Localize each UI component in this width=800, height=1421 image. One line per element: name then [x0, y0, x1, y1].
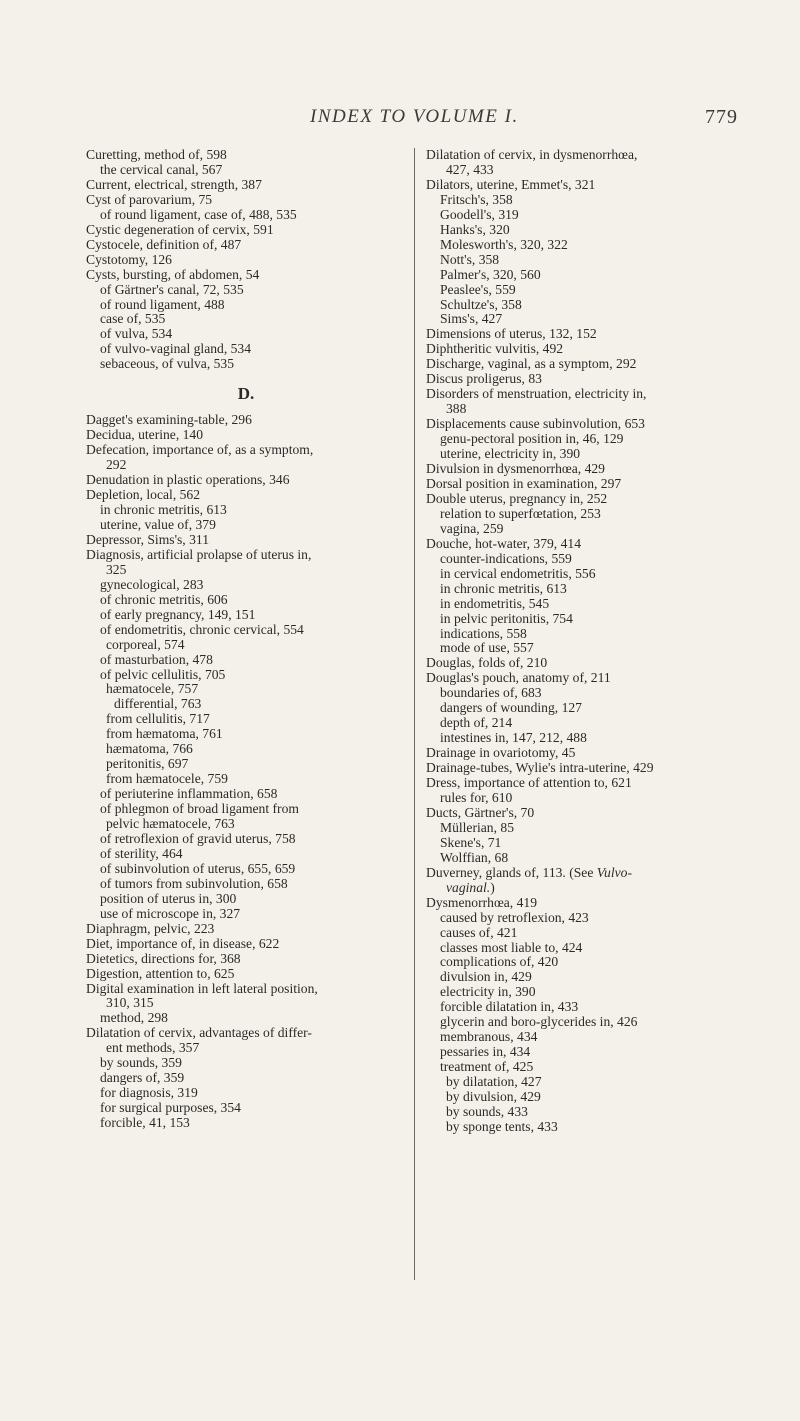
index-entry: [86, 757, 406, 772]
index-entry-text: case of, 535: [100, 311, 166, 327]
index-entry: [426, 522, 734, 537]
index-entry: [426, 567, 734, 582]
index-entry-text: hæmatoma, 766: [106, 741, 193, 757]
index-entry: [86, 163, 406, 178]
index-entry-text: of Gärtner's canal, 72, 535: [100, 281, 244, 297]
index-entry-text: Palmer's, 320, 560: [440, 266, 541, 282]
index-entry-text: Douche, hot-water, 379, 414: [426, 535, 581, 551]
index-entry-text: caused by retroflexion, 423: [440, 909, 589, 925]
index-entry-text: Digestion, attention to, 625: [86, 965, 235, 981]
index-entry-text: sebaceous, of vulva, 535: [100, 356, 235, 372]
index-entry: [86, 548, 406, 563]
cross-reference: vaginal.: [446, 879, 491, 895]
index-entry: [86, 862, 406, 877]
index-entry-text: in chronic metritis, 613: [100, 502, 227, 518]
index-entry: [426, 268, 734, 283]
index-entry-text: Divulsion in dysmenorrhœa, 429: [426, 461, 605, 477]
index-entry: [426, 163, 734, 178]
index-entry-text: membranous, 434: [440, 1029, 538, 1045]
index-entry-text: depth of, 214: [440, 715, 513, 731]
index-entry-text: counter-indications, 559: [440, 550, 572, 566]
index-entry-text: Disorders of menstruation, electricity in,: [426, 386, 647, 402]
index-entry-text: Dress, importance of attention to, 621: [426, 775, 632, 791]
index-entry: [426, 1090, 734, 1105]
index-entry: [86, 428, 406, 443]
index-entry-text: dangers of wounding, 127: [440, 700, 582, 716]
index-entry-text: of phlegmon of broad ligament from: [100, 801, 299, 817]
index-entry: [86, 298, 406, 313]
index-entry: [86, 892, 406, 907]
index-entry-text: by sponge tents, 433: [446, 1118, 558, 1134]
index-entry: [426, 671, 734, 686]
index-entry-text: 388: [446, 401, 467, 417]
index-entry: [86, 608, 406, 623]
index-entry: [426, 432, 734, 447]
index-entry: [426, 148, 734, 163]
index-entry-text: 325: [106, 561, 127, 577]
index-entry: [426, 911, 734, 926]
index-entry: [426, 776, 734, 791]
index-entry: [426, 417, 734, 432]
index-entry: [86, 1101, 406, 1116]
page-number: 779: [705, 106, 738, 128]
index-entry-text: pessaries in, 434: [440, 1044, 531, 1060]
index-entry: [86, 563, 406, 578]
index-entry-text: Displacements cause subinvolution, 653: [426, 416, 645, 432]
index-entry: [426, 447, 734, 462]
index-entry: [426, 193, 734, 208]
index-entry: [86, 727, 406, 742]
index-entry-text: 310, 315: [106, 995, 154, 1011]
index-entry-text: from hæmatoma, 761: [106, 726, 223, 742]
index-entry-text: method, 298: [100, 1010, 168, 1026]
index-entry: [86, 697, 406, 712]
index-entry: [86, 503, 406, 518]
index-entry: [426, 1075, 734, 1090]
index-entry: [426, 462, 734, 477]
index-entry: [426, 641, 734, 656]
section-letter-d: D.: [237, 384, 255, 404]
index-entry-text: complications of, 420: [440, 954, 559, 970]
index-entry: [86, 193, 406, 208]
index-entry: [426, 597, 734, 612]
index-entry: [426, 627, 734, 642]
index-entry-text: of periuterine inflammation, 658: [100, 786, 278, 802]
index-entry: [426, 686, 734, 701]
index-entry-text: Fritsch's, 358: [440, 191, 513, 207]
cross-reference-close: ): [490, 879, 495, 895]
index-entry: [426, 941, 734, 956]
index-entry-text: of sterility, 464: [100, 845, 183, 861]
index-entry: [86, 922, 406, 937]
index-entry: [426, 716, 734, 731]
index-entry: [426, 836, 734, 851]
index-entry: [426, 881, 734, 896]
index-entry: [426, 312, 734, 327]
index-entry: [426, 507, 734, 522]
index-entry: [426, 1000, 734, 1015]
index-entry-text: in pelvic peritonitis, 754: [440, 610, 573, 626]
index-entry: [426, 552, 734, 567]
index-entry: [86, 802, 406, 817]
index-entry: [426, 342, 734, 357]
index-entry-text: rules for, 610: [440, 789, 513, 805]
index-entry-text: for diagnosis, 319: [100, 1085, 198, 1101]
index-entry-text: Wolffian, 68: [440, 849, 509, 865]
index-entry: [426, 372, 734, 387]
index-entry: [86, 817, 406, 832]
index-entry: [426, 761, 734, 776]
index-entry: [86, 223, 406, 238]
index-entry-text: Depletion, local, 562: [86, 487, 201, 503]
index-entry-text: Hanks's, 320: [440, 221, 510, 237]
index-entry: [86, 413, 406, 428]
index-entry: [426, 223, 734, 238]
index-entry: [86, 148, 406, 163]
index-entry: [86, 772, 406, 787]
index-entry: [86, 742, 406, 757]
index-entry: [86, 473, 406, 488]
index-entry-text: for surgical purposes, 354: [100, 1100, 241, 1116]
index-entry-text: ent methods, 357: [106, 1040, 200, 1056]
index-entry: [426, 537, 734, 552]
page-header: [0, 106, 800, 130]
index-entry: [86, 712, 406, 727]
index-entry-text: Diet, importance of, in disease, 622: [86, 935, 280, 951]
index-entry: [86, 787, 406, 802]
index-entry-text: by divulsion, 429: [446, 1089, 541, 1105]
index-entry-text: Dysmenorrhœa, 419: [426, 894, 537, 910]
index-entry-text: Douglas's pouch, anatomy of, 211: [426, 670, 611, 686]
index-entry: [86, 488, 406, 503]
index-entry: [86, 327, 406, 342]
index-entry: [86, 1056, 406, 1071]
index-entry: [426, 851, 734, 866]
index-entry-text: 427, 433: [446, 161, 494, 177]
index-entry-text: 292: [106, 457, 127, 473]
index-entry: [86, 967, 406, 982]
index-entry-text: Ducts, Gärtner's, 70: [426, 804, 535, 820]
index-entry-text: position of uterus in, 300: [100, 890, 237, 906]
index-entry-text: of vulvo-vaginal gland, 534: [100, 341, 252, 357]
index-entry-text: Duverney, glands of, 113. (See: [426, 864, 597, 880]
index-entry: [86, 1041, 406, 1056]
index-entry: [426, 1015, 734, 1030]
index-entry-text: Dorsal position in examination, 297: [426, 475, 622, 491]
index-entry-text: by sounds, 433: [446, 1104, 528, 1119]
index-entry: [426, 1045, 734, 1060]
index-entry-text: Curetting, method of, 598: [86, 147, 227, 162]
index-entry: [86, 518, 406, 533]
index-entry-text: Peaslee's, 559: [440, 281, 516, 297]
index-entry: [426, 1120, 734, 1135]
index-entry-text: Drainage in ovariotomy, 45: [426, 745, 576, 761]
index-entry-text: intestines in, 147, 212, 488: [440, 730, 587, 746]
index-entry-text: Dagget's examining-table, 296: [86, 412, 252, 428]
index-entry-text: Current, electrical, strength, 387: [86, 176, 262, 192]
index-entry-text: Dilatation of cervix, advantages of differ-: [86, 1025, 312, 1041]
index-entry: [86, 578, 406, 593]
index-entry-text: of pelvic cellulitis, 705: [100, 666, 226, 682]
index-entry: [426, 238, 734, 253]
cross-reference: Vulvo-: [596, 864, 632, 880]
index-entry-text: Nott's, 358: [440, 251, 500, 267]
index-entry-text: electricity in, 390: [440, 984, 536, 1000]
index-entry: [426, 955, 734, 970]
index-entry: [426, 612, 734, 627]
index-entry-text: Diphtheritic vulvitis, 492: [426, 341, 564, 357]
left-column: [86, 148, 406, 1131]
index-entry-text: of retroflexion of gravid uterus, 758: [100, 830, 296, 846]
index-entry-text: Drainage-tubes, Wylie's intra-uterine, 429: [426, 760, 654, 776]
index-entry: [86, 996, 406, 1011]
index-entry-text: by dilatation, 427: [446, 1074, 542, 1090]
index-entry-text: Defecation, importance of, as a symptom,: [86, 442, 314, 458]
index-entry-text: uterine, electricity in, 390: [440, 446, 581, 462]
index-entry-text: Depressor, Sims's, 311: [86, 531, 209, 547]
index-entry-text: of early pregnancy, 149, 151: [100, 606, 256, 622]
index-entry-text: Discharge, vaginal, as a symptom, 292: [426, 356, 637, 372]
index-entry-text: pelvic hæmatocele, 763: [106, 816, 235, 832]
index-entry-text: forcible dilatation in, 433: [440, 999, 579, 1015]
index-entry-text: Cystotomy, 126: [86, 251, 172, 267]
index-entry-text: Cystocele, definition of, 487: [86, 236, 242, 252]
running-title: INDEX TO VOLUME I.: [310, 106, 519, 127]
index-entry-text: differential, 763: [114, 696, 202, 712]
index-entry: [86, 357, 406, 372]
index-entry-text: Cyst of parovarium, 75: [86, 191, 213, 207]
index-entry: [86, 907, 406, 922]
index-entry-text: classes most liable to, 424: [440, 939, 583, 955]
index-entry: [426, 791, 734, 806]
index-entry-text: Schultze's, 358: [440, 296, 522, 312]
index-entry-text: causes of, 421: [440, 924, 518, 940]
index-entry-text: of round ligament, 488: [100, 296, 225, 312]
index-entry: [86, 847, 406, 862]
index-entry: [86, 443, 406, 458]
index-entry: [86, 623, 406, 638]
index-entry-text: Sims's, 427: [440, 311, 503, 327]
index-entry-text: Cysts, bursting, of abdomen, 54: [86, 266, 260, 282]
index-entry-text: of subinvolution of uterus, 655, 659: [100, 860, 296, 876]
index-entry-text: divulsion in, 429: [440, 969, 532, 985]
index-entry: [86, 1086, 406, 1101]
index-entry-text: Douglas, folds of, 210: [426, 655, 548, 671]
index-entry-text: indications, 558: [440, 625, 527, 641]
index-entry-text: Dietetics, directions for, 368: [86, 950, 241, 966]
index-entry: [426, 1030, 734, 1045]
index-entry: [86, 1071, 406, 1086]
index-entry: [426, 477, 734, 492]
index-entry-text: of endometritis, chronic cervical, 554: [100, 621, 304, 637]
index-entry-text: forcible, 41, 153: [100, 1115, 190, 1131]
index-entry-text: Dimensions of uterus, 132, 152: [426, 326, 597, 342]
index-entry: [86, 877, 406, 892]
index-entry: [426, 731, 734, 746]
index-entry: [86, 458, 406, 473]
index-entry: [86, 238, 406, 253]
index-entry-text: of chronic metritis, 606: [100, 591, 228, 607]
index-entry: [86, 1011, 406, 1026]
index-entry-text: of masturbation, 478: [100, 651, 213, 667]
index-entry-text: Diagnosis, artificial prolapse of uterus in,: [86, 546, 312, 562]
index-entry-text: of tumors from subinvolution, 658: [100, 875, 288, 891]
index-entry-text: of round ligament, case of, 488, 535: [100, 206, 297, 222]
index-entry: [86, 533, 406, 548]
index-entry-text: in cervical endometritis, 556: [440, 565, 596, 581]
index-entry: [86, 208, 406, 223]
index-entry-text: genu-pectoral position in, 46, 129: [440, 431, 624, 447]
index-entry-text: Skene's, 71: [440, 834, 502, 850]
index-entry: [86, 312, 406, 327]
index-entry: [426, 253, 734, 268]
index-entry: [426, 492, 734, 507]
index-entry: [426, 656, 734, 671]
index-entry-text: peritonitis, 697: [106, 756, 189, 772]
index-entry-text: Double uterus, pregnancy in, 252: [426, 490, 608, 506]
index-entry-text: from cellulitis, 717: [106, 711, 210, 727]
entries-d-continued-group: [426, 148, 734, 1135]
index-entry: [86, 653, 406, 668]
index-entry: [86, 1026, 406, 1041]
index-entry: [426, 582, 734, 597]
index-entry-text: Digital examination in left lateral position,: [86, 980, 318, 996]
index-entry: [86, 283, 406, 298]
index-entry: [86, 342, 406, 357]
index-entry: [86, 982, 406, 997]
index-entry: [86, 253, 406, 268]
right-column: [426, 148, 734, 1135]
index-entry: [426, 746, 734, 761]
index-entry: [86, 1116, 406, 1131]
index-entry: [86, 668, 406, 683]
index-entry: [426, 926, 734, 941]
entries-c-group: [86, 148, 406, 372]
index-entry: [426, 387, 734, 402]
index-entry: [426, 1105, 734, 1120]
index-entry: [426, 821, 734, 836]
index-entry: [426, 896, 734, 911]
index-entry-text: Molesworth's, 320, 322: [440, 236, 568, 252]
index-entry: [426, 866, 734, 881]
index-entry: [426, 327, 734, 342]
index-entry: [426, 806, 734, 821]
entries-d-group: [86, 413, 406, 1131]
index-entry: [426, 701, 734, 716]
column-divider: [414, 148, 415, 1280]
index-entry-text: the cervical canal, 567: [100, 161, 223, 177]
index-entry: [86, 682, 406, 697]
index-entry-text: glycerin and boro-glycerides in, 426: [440, 1014, 638, 1030]
index-entry: [86, 952, 406, 967]
index-entry-text: of vulva, 534: [100, 326, 173, 342]
index-entry: [426, 298, 734, 313]
index-entry-text: relation to superfœtation, 253: [440, 505, 601, 521]
index-entry-text: Dilators, uterine, Emmet's, 321: [426, 176, 596, 192]
index-entry: [86, 593, 406, 608]
index-entry-text: Müllerian, 85: [440, 819, 514, 835]
index-entry: [426, 208, 734, 223]
index-entry-text: treatment of, 425: [440, 1059, 534, 1075]
index-entry-text: Discus proligerus, 83: [426, 371, 542, 387]
index-entry-text: corporeal, 574: [106, 636, 185, 652]
index-entry: [86, 268, 406, 283]
index-entry-text: Diaphragm, pelvic, 223: [86, 920, 215, 936]
index-entry-text: Cystic degeneration of cervix, 591: [86, 221, 274, 237]
index-entry: [426, 178, 734, 193]
index-entry-text: Goodell's, 319: [440, 206, 519, 222]
index-entry: [86, 638, 406, 653]
index-entry: [426, 283, 734, 298]
index-entry: [426, 357, 734, 372]
index-entry-text: use of microscope in, 327: [100, 905, 241, 921]
index-entry-text: hæmatocele, 757: [106, 681, 199, 697]
index-entry-text: Denudation in plastic operations, 346: [86, 472, 290, 488]
index-entry: [426, 970, 734, 985]
index-entry: [86, 832, 406, 847]
index-entry-text: in chronic metritis, 613: [440, 580, 567, 596]
index-entry: [426, 1060, 734, 1075]
index-entry-text: Decidua, uterine, 140: [86, 427, 204, 443]
index-entry-text: vagina, 259: [440, 520, 504, 536]
index-entry-text: by sounds, 359: [100, 1055, 182, 1071]
index-entry-text: dangers of, 359: [100, 1070, 185, 1086]
index-entry-text: boundaries of, 683: [440, 685, 542, 701]
index-entry-text: Dilatation of cervix, in dysmenorrhœa,: [426, 147, 638, 162]
index-entry: [426, 402, 734, 417]
index-entry: [426, 985, 734, 1000]
index-entry: [86, 937, 406, 952]
index-entry-text: mode of use, 557: [440, 640, 534, 656]
index-entry-text: in endometritis, 545: [440, 595, 550, 611]
index-entry: [86, 178, 406, 193]
index-entry-text: uterine, value of, 379: [100, 516, 216, 532]
index-entry-text: from hæmatocele, 759: [106, 771, 228, 787]
index-entry-text: gynecological, 283: [100, 576, 204, 592]
